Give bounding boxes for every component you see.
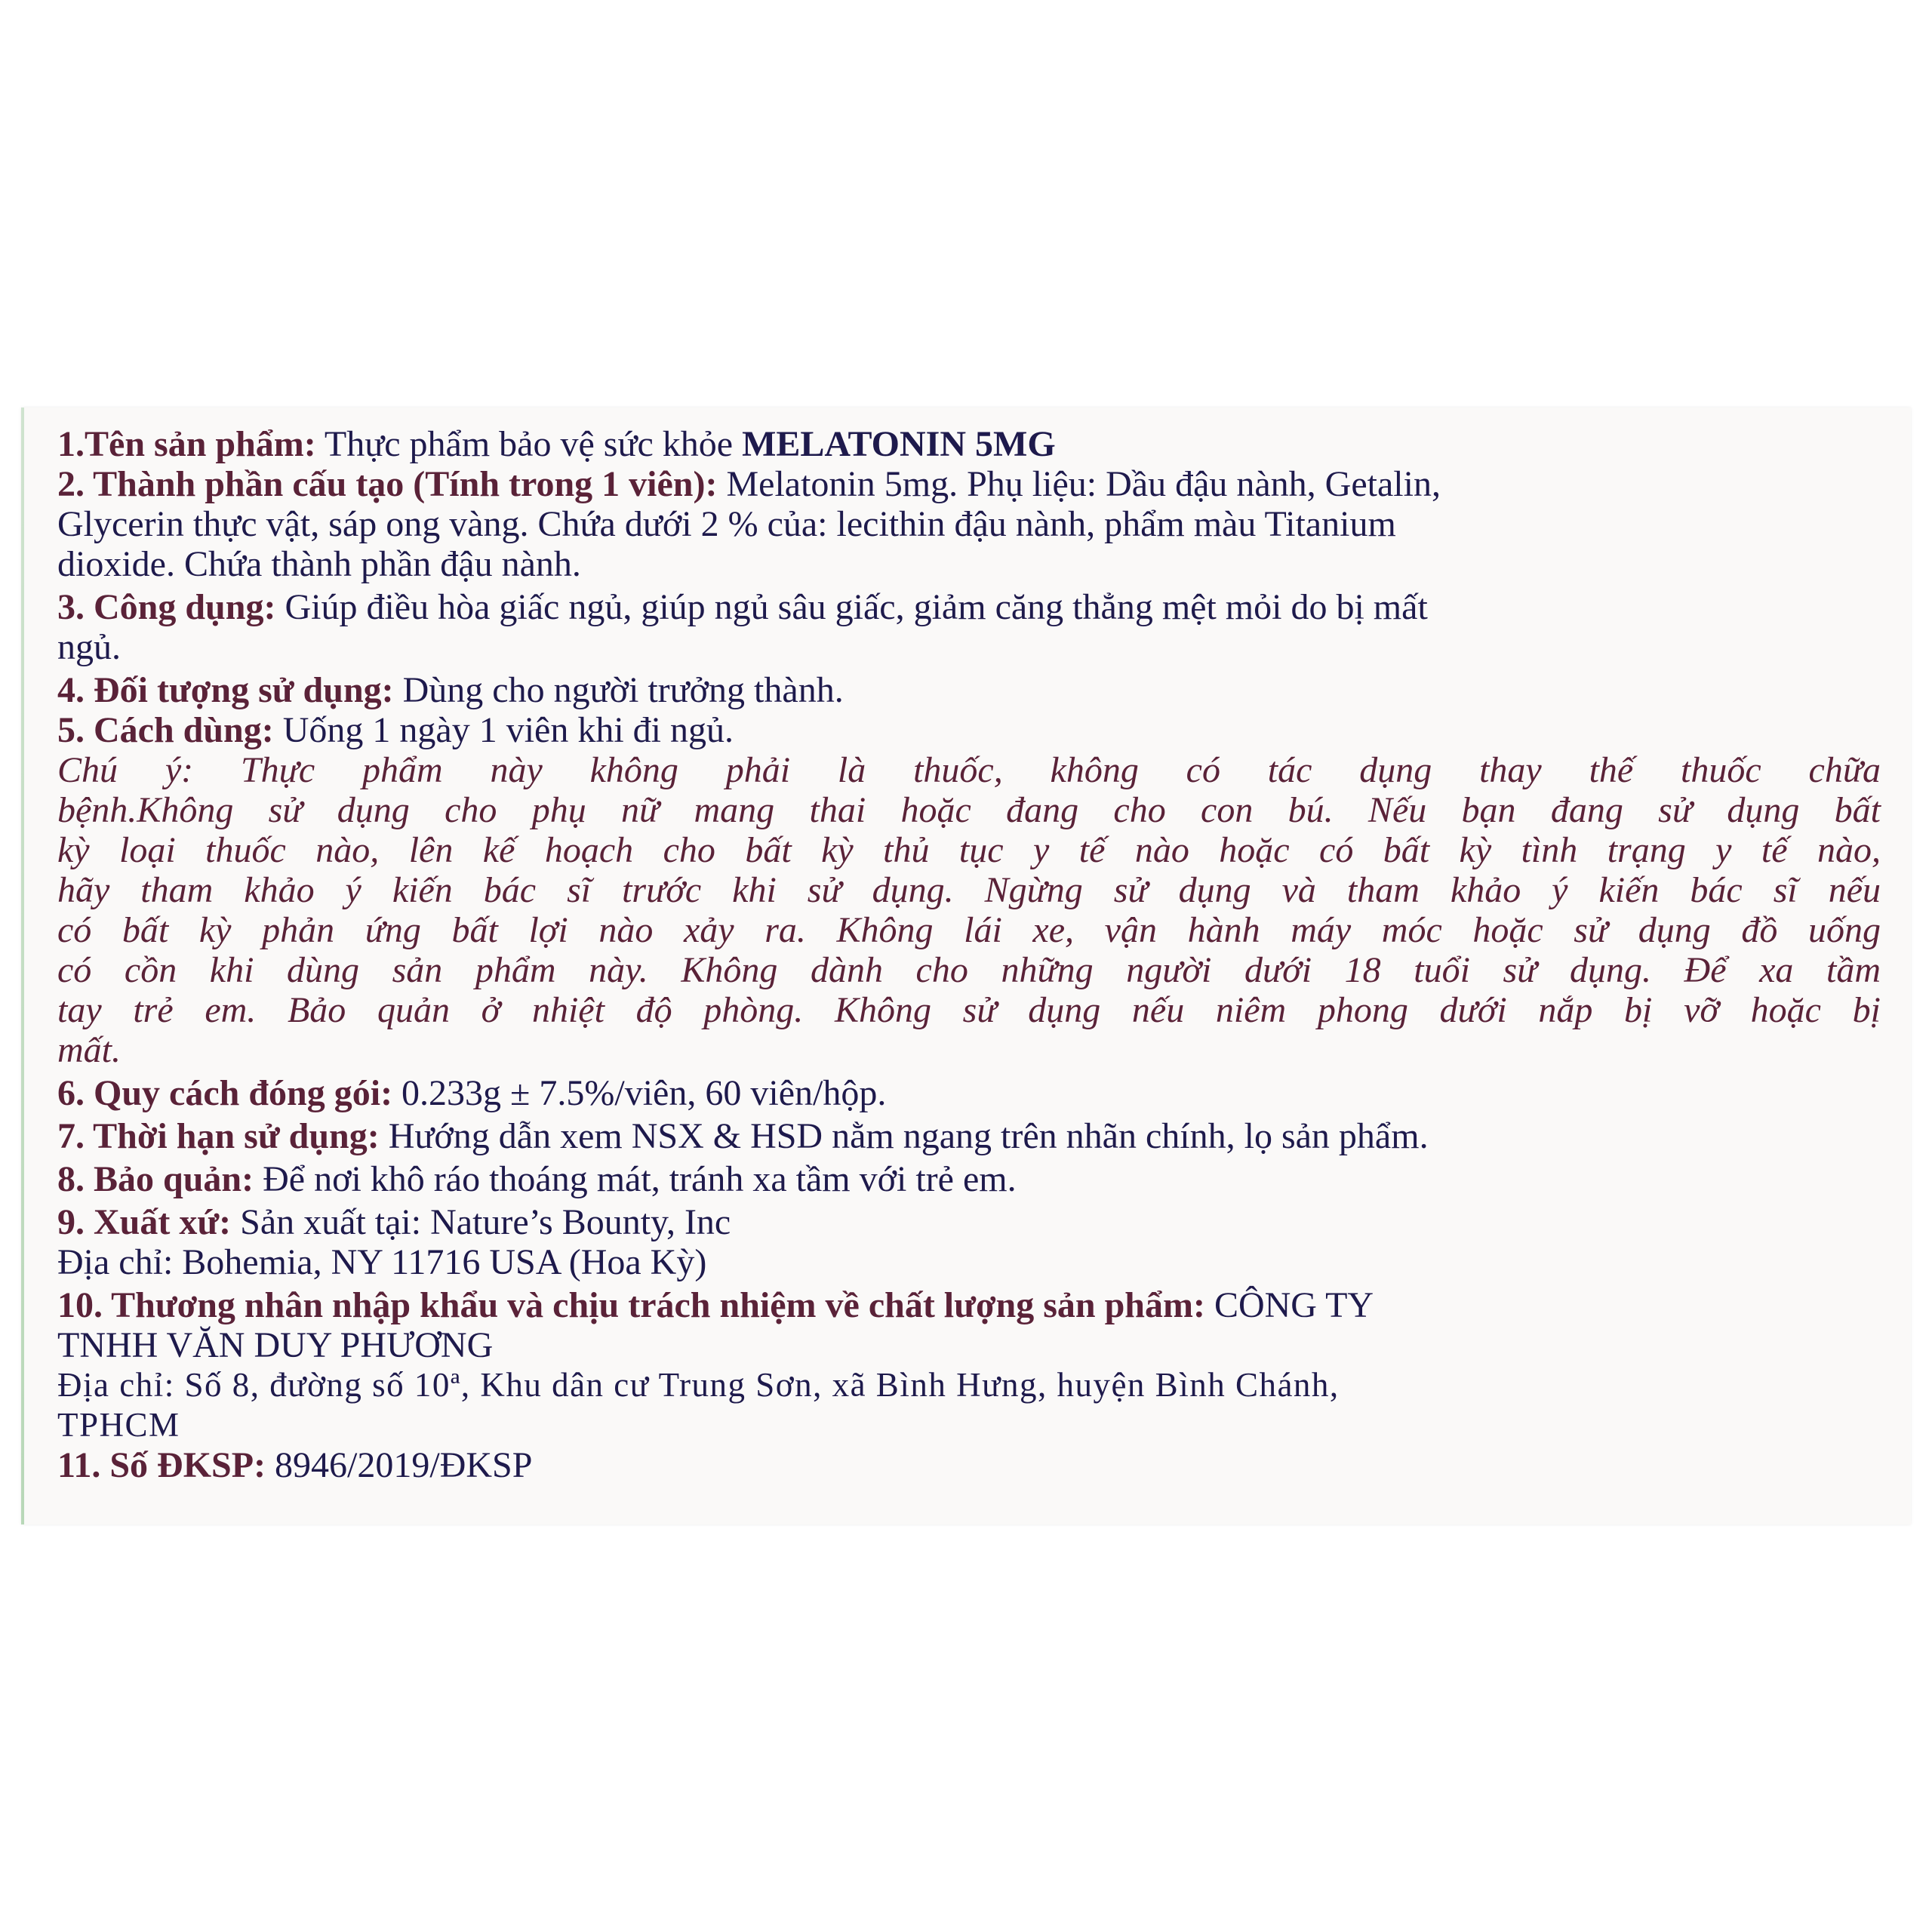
target-users-text: Dùng cho người trưởng thành. xyxy=(393,670,844,710)
note-line: có bất kỳ phản ứng bất lợi nào xảy ra. Không lái xe, vận hành máy móc hoặc sử dụng đồ uống xyxy=(57,910,1881,950)
ingredients-label: 2. Thành phần cấu tạo (Tính trong 1 viên): xyxy=(57,464,718,504)
note-line: tay trẻ em. Bảo quản ở nhiệt độ phòng. Không sử dụng nếu niêm phong dưới nắp bị vỡ hoặc bị xyxy=(57,990,1881,1030)
section-packaging xyxy=(57,1073,1881,1113)
product-name-label: 1.Tên sản phẩm: xyxy=(57,424,316,464)
note-line: có cồn khi dùng sản phẩm này. Không dành cho những người dưới 18 tuổi sử dụng. Để xa tầm xyxy=(57,950,1881,990)
section-shelf-life xyxy=(57,1116,1881,1156)
importer-line-1: CÔNG TY xyxy=(1204,1285,1374,1325)
origin-label: 9. Xuất xứ: xyxy=(57,1202,232,1242)
directions-text: Uống 1 ngày 1 viên khi đi ngủ. xyxy=(273,710,734,750)
section-ingredients xyxy=(57,464,1881,504)
registration-text: 8946/2019/ĐKSP xyxy=(266,1445,533,1485)
origin-address: Địa chỉ: Bohemia, NY 11716 USA (Hoa Kỳ) xyxy=(57,1242,707,1282)
section-directions xyxy=(57,710,1881,750)
section-storage xyxy=(57,1159,1881,1199)
section-registration xyxy=(57,1445,1881,1485)
ingredients-line-3: dioxide. Chứa thành phần đậu nành. xyxy=(57,544,581,584)
importer-label: 10. Thương nhân nhập khẩu và chịu trách nhiệm về chất lượng sản phẩm: xyxy=(57,1285,1205,1325)
note-line: mất. xyxy=(57,1030,121,1070)
note-line: Chú ý: Thực phẩm này không phải là thuốc, không có tác dụng thay thế thuốc chữa xyxy=(57,750,1881,790)
storage-label: 8. Bảo quản: xyxy=(57,1159,254,1199)
section-origin xyxy=(57,1202,1881,1242)
ingredients-line-1: Melatonin 5mg. Phụ liệu: Dầu đậu nành, Getalin, xyxy=(717,464,1441,504)
directions-label: 5. Cách dùng: xyxy=(57,710,274,750)
shelf-life-text: Hướng dẫn xem NSX & HSD nằm ngang trên nhãn chính, lọ sản phẩm. xyxy=(379,1116,1429,1156)
usage-label: 3. Công dụng: xyxy=(57,587,276,627)
importer-address-1: Địa chỉ: Số 8, đường số 10ª, Khu dân cư Trung Sơn, xã Bình Hưng, huyện Bình Chánh, xyxy=(57,1366,1340,1404)
section-usage xyxy=(57,587,1881,627)
registration-label: 11. Số ĐKSP: xyxy=(57,1445,266,1485)
product-label-card xyxy=(21,408,1911,1524)
note-line: bệnh.Không sử dụng cho phụ nữ mang thai hoặc đang cho con bú. Nếu bạn đang sử dụng bất xyxy=(57,790,1881,830)
warning-note xyxy=(57,750,1881,1070)
ingredients-line-2: Glycerin thực vật, sáp ong vàng. Chứa dưới 2 % của: lecithin đậu nành, phẩm màu Titanium xyxy=(57,504,1396,544)
section-importer xyxy=(57,1285,1881,1325)
product-brand: MELATONIN 5MG xyxy=(742,424,1056,464)
shelf-life-label: 7. Thời hạn sử dụng: xyxy=(57,1116,380,1156)
product-name-text: Thực phẩm bảo vệ sức khỏe xyxy=(315,424,743,464)
section-target-users xyxy=(57,670,1881,710)
note-line: hãy tham khảo ý kiến bác sĩ trước khi sử dụng. Ngừng sử dụng và tham khảo ý kiến bác sĩ nếu xyxy=(57,870,1881,910)
target-users-label: 4. Đối tượng sử dụng: xyxy=(57,670,394,710)
packaging-label: 6. Quy cách đóng gói: xyxy=(57,1073,393,1113)
packaging-text: 0.233g ± 7.5%/viên, 60 viên/hộp. xyxy=(392,1073,887,1113)
origin-text: Sản xuất tại: Nature’s Bounty, Inc xyxy=(231,1202,731,1242)
importer-address-2: TPHCM xyxy=(57,1406,180,1444)
usage-line-2: ngủ. xyxy=(57,627,121,667)
storage-text: Để nơi khô ráo thoáng mát, tránh xa tầm với trẻ em. xyxy=(254,1159,1017,1199)
importer-line-2: TNHH VĂN DUY PHƯƠNG xyxy=(57,1325,494,1365)
note-line: kỳ loại thuốc nào, lên kế hoạch cho bất kỳ thủ tục y tế nào hoặc có bất kỳ tình trạng y tế nào, xyxy=(57,830,1881,870)
usage-line-1: Giúp điều hòa giấc ngủ, giúp ngủ sâu giấc, giảm căng thẳng mệt mỏi do bị mất xyxy=(275,587,1428,627)
section-product-name xyxy=(57,424,1881,464)
